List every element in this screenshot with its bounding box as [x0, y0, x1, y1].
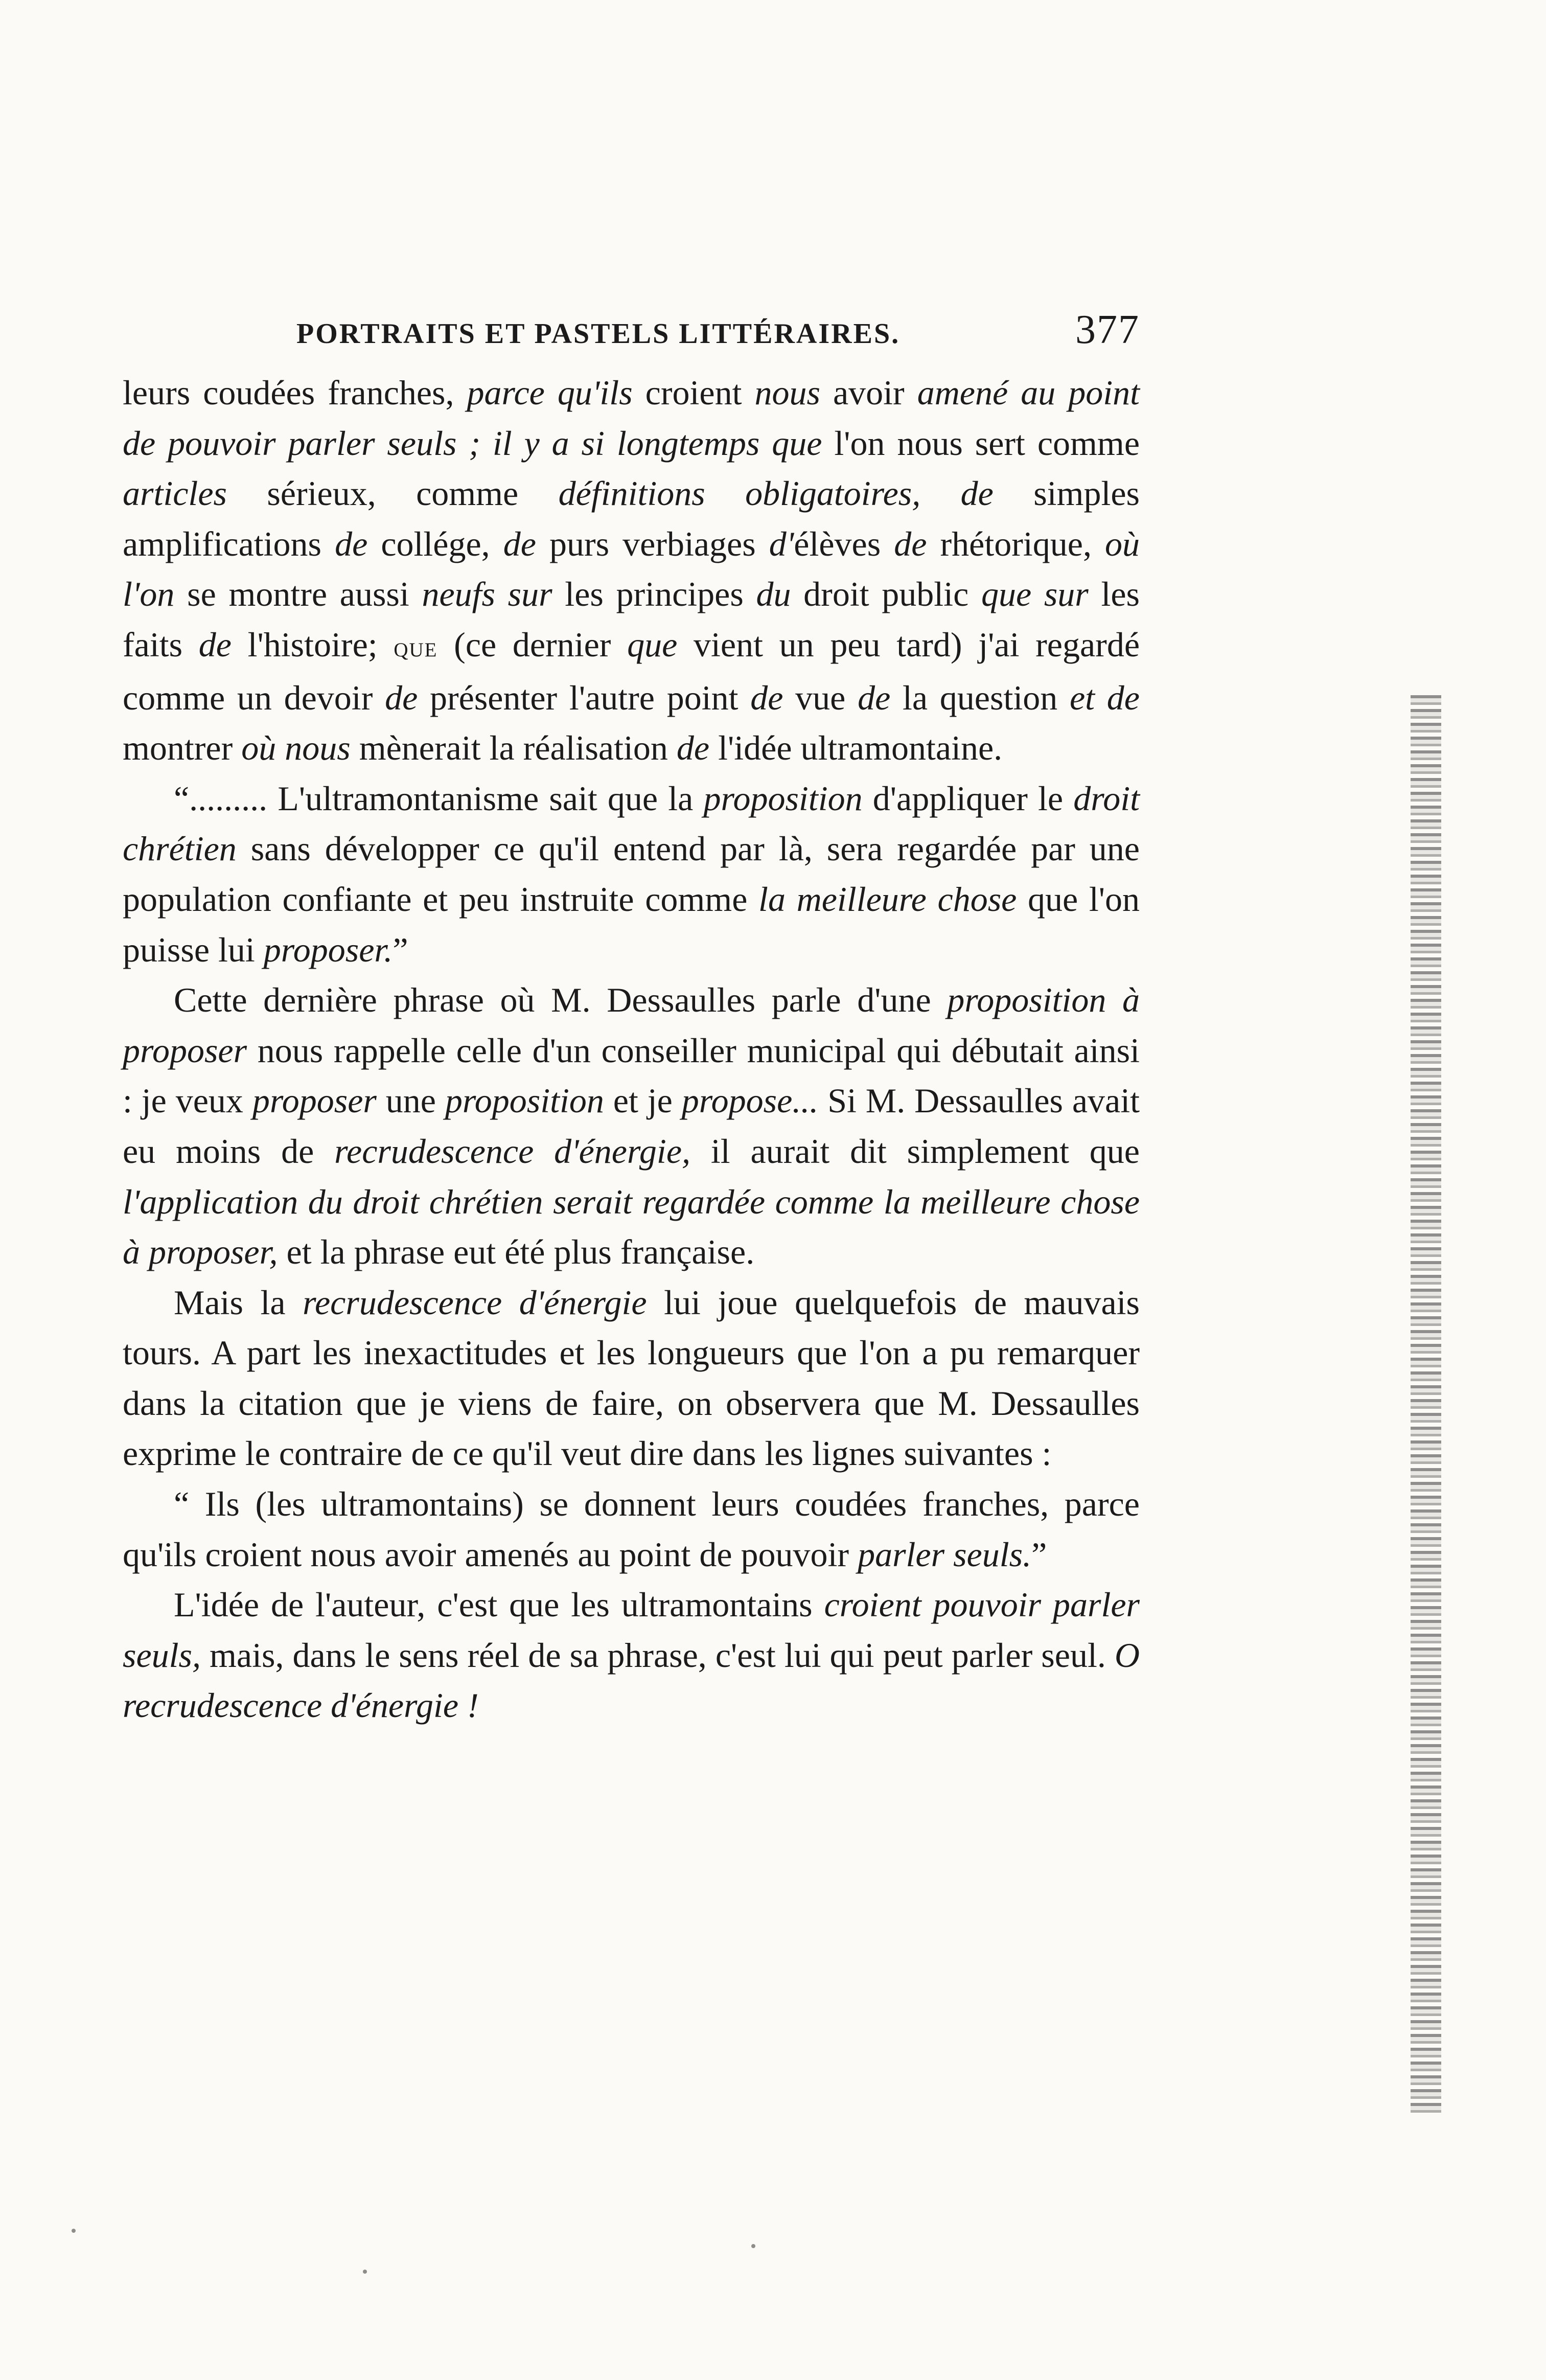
italic-run: du	[756, 575, 791, 614]
paragraph-2	[123, 773, 1140, 975]
italic-run: d'	[769, 524, 794, 563]
text-run: croient	[632, 373, 755, 412]
italic-run: de	[335, 524, 368, 563]
smallcaps-run: que	[394, 631, 438, 663]
text-run: et la phrase eut été plus française.	[278, 1232, 755, 1272]
italic-run: et de	[1069, 678, 1140, 717]
text-run: rhétorique,	[927, 524, 1105, 563]
italic-run: parce qu'ils	[467, 373, 633, 412]
text-run: Cette dernière phrase où M. Dessaulles parle d'une	[174, 980, 948, 1020]
text-run: et je	[604, 1081, 682, 1120]
text-run: simples amplifications	[123, 474, 1140, 563]
text-run: l'on nous sert comme	[822, 423, 1140, 463]
running-title: PORTRAITS ET PASTELS LITTÉRAIRES.	[296, 318, 901, 350]
paragraph-6	[123, 1580, 1140, 1731]
italic-run: que sur	[981, 575, 1089, 614]
text-run: L'idée de l'auteur, c'est que les ultramontains	[174, 1585, 824, 1624]
paragraph-5	[123, 1479, 1140, 1580]
scan-speck	[363, 2270, 367, 2274]
text-run: élèves	[794, 524, 894, 563]
text-run: sérieux, comme	[226, 474, 559, 513]
text-run: ”	[1031, 1535, 1047, 1574]
text-run: leurs coudées franches,	[123, 373, 467, 412]
scan-speck	[72, 2229, 76, 2233]
text-run: nous rappelle celle d'un conseiller municipal qui débutait ainsi : je veux	[123, 1031, 1140, 1120]
italic-run: de	[198, 625, 232, 664]
text-run: vient un peu tard) j'ai regardé comme un devoir	[123, 625, 1140, 717]
scan-speck	[751, 2244, 755, 2248]
italic-run: de	[676, 728, 710, 768]
italic-run: l'application du droit chrétien serait regardée comme la meilleure chose à proposer,	[123, 1182, 1140, 1272]
italic-run: de	[385, 678, 418, 717]
text-run: collége,	[367, 524, 503, 563]
text-run: “......... L'ultramontanisme sait que la	[174, 779, 704, 818]
italic-run: la meilleure chose	[758, 879, 1017, 919]
text-run: sans développer ce qu'il entend par là, sera regardée par une population confiante et peu instruite comme	[123, 829, 1140, 919]
italic-run: proposition	[445, 1081, 604, 1120]
italic-run: de	[750, 678, 783, 717]
italic-run: droit chrétien	[123, 779, 1140, 868]
text-run: il aurait dit simplement que	[690, 1131, 1140, 1171]
page-number: 377	[1075, 307, 1140, 352]
body-text	[123, 368, 1140, 1731]
text-run: Si M. Dessaulles avait eu moins de	[123, 1081, 1140, 1171]
text-run: les principes	[552, 575, 756, 614]
italic-run: de	[503, 524, 536, 563]
italic-run: proposer.	[263, 930, 393, 969]
text-run: droit public	[791, 575, 981, 614]
italic-run: où nous	[241, 728, 351, 768]
italic-run: O recrudescence d'énergie !	[123, 1635, 1140, 1725]
text-run: mènerait la réalisation	[350, 728, 677, 768]
text-run: que l'on puisse lui	[123, 879, 1140, 969]
italic-run: de	[894, 524, 927, 563]
italic-run: où l'on	[123, 524, 1140, 614]
text-run: les faits	[123, 575, 1140, 664]
italic-run: de	[858, 678, 891, 717]
book-page	[123, 307, 1140, 1731]
italic-run: que	[627, 625, 678, 664]
italic-run: définitions obligatoires, de	[558, 474, 994, 513]
running-head	[123, 307, 1140, 353]
text-run: purs verbiages	[536, 524, 769, 563]
text-run: se montre aussi	[174, 575, 422, 614]
italic-run: proposer	[252, 1081, 377, 1120]
italic-run: recrudescence d'énergie	[303, 1283, 647, 1322]
paragraph-1	[123, 368, 1140, 773]
italic-run: parler seuls.	[858, 1535, 1032, 1574]
text-run: présenter l'autre point	[418, 678, 751, 717]
italic-run: articles	[123, 474, 227, 513]
paragraph-3	[123, 975, 1140, 1277]
italic-run: amené au point de pouvoir parler seuls ; il y a si longtemps que	[123, 373, 1140, 463]
text-run: (ce dernier	[437, 625, 628, 664]
text-run: avoir	[820, 373, 917, 412]
text-run: Mais la	[174, 1283, 303, 1322]
text-run: “ Ils (les ultramontains) se donnent leurs coudées franches, parce qu'ils croient nous avoir amenés au point de pouvoir	[123, 1484, 1140, 1574]
text-run: ”	[393, 930, 408, 969]
text-run: l'idée ultramontaine.	[709, 728, 1003, 768]
text-run: d'appliquer le	[862, 779, 1074, 818]
italic-run: nous	[754, 373, 820, 412]
text-run: la question	[890, 678, 1070, 717]
text-run: une	[376, 1081, 445, 1120]
italic-run: croient pouvoir parler seuls,	[123, 1585, 1140, 1675]
text-run: vue	[783, 678, 858, 717]
text-run: mais, dans le sens réel de sa phrase, c'est lui qui peut parler seul.	[201, 1635, 1115, 1675]
italic-run: proposition	[703, 779, 863, 818]
italic-run: propose...	[681, 1081, 819, 1120]
italic-run: proposition à proposer	[123, 980, 1140, 1070]
text-run: lui joue quelquefois de mauvais tours. A part les inexactitudes et les longueurs que l'on a pu remarquer dans la citation que je viens de faire, on observera que M. Dessaulles exprime le contraire de ce qu'il veut dire dans les lignes suivantes :	[123, 1283, 1140, 1473]
italic-run: neufs sur	[422, 575, 552, 614]
text-run: l'histoire;	[231, 625, 394, 664]
paragraph-4	[123, 1277, 1140, 1479]
scan-binding-artifact	[1411, 695, 1441, 2116]
italic-run: recrudescence d'énergie,	[334, 1131, 690, 1171]
text-run: montrer	[123, 728, 242, 768]
